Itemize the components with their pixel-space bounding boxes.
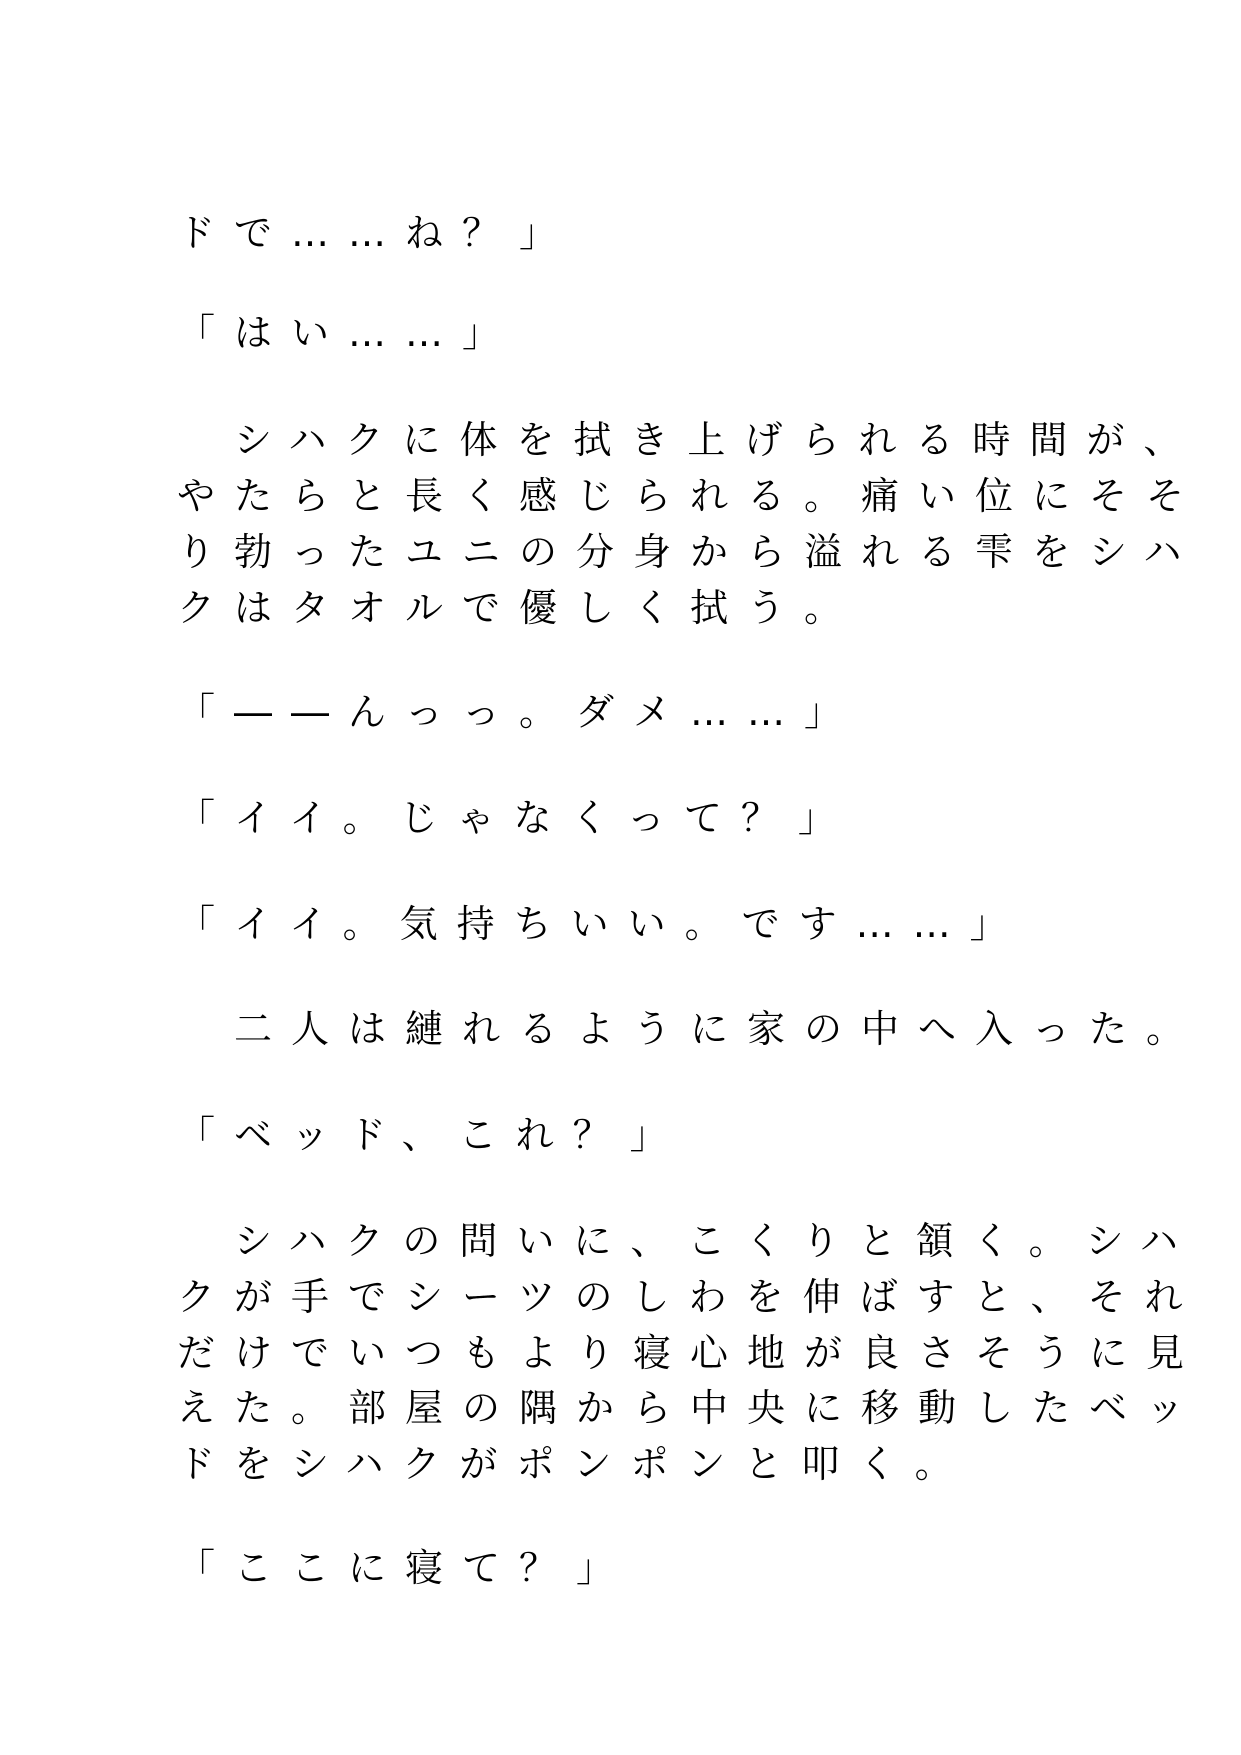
text-line: クはタオルで優しく拭う。 xyxy=(177,586,862,630)
text-line: だけでいつもより寝心地が良さそうに見 xyxy=(177,1331,1204,1375)
text-line: シハクに体を拭き上げられる時間が、 xyxy=(177,418,1201,462)
text-line: 「イイ。じゃなくって？」 xyxy=(177,796,855,840)
text-line: シハクの問いに、こくりと頷く。シハ xyxy=(177,1219,1197,1263)
text-line: えた。部屋の隅から中央に移動したベッ xyxy=(177,1386,1204,1430)
text-line: 「ベッド、これ？」 xyxy=(177,1113,687,1157)
text-line: り勃ったユニの分身から溢れる雫をシハ xyxy=(177,530,1201,574)
text-line: ドをシハクがポンポンと叩く。 xyxy=(177,1442,972,1486)
text-line: やたらと長く感じられる。痛い位にそそ xyxy=(177,474,1204,518)
text-line: 「ここに寝て？」 xyxy=(177,1546,634,1590)
text-line: 二人は縺れるように家の中へ入った。 xyxy=(177,1007,1204,1051)
text-line: 「――んっっ。ダメ……」 xyxy=(177,690,862,734)
text-line: 「はい……」 xyxy=(177,311,520,355)
text-line: クが手でシーツのしわを伸ばすと、それ xyxy=(177,1275,1202,1319)
text-line: 「イイ。気持ちいい。です……」 xyxy=(177,902,1027,946)
text-line: ドで……ね？」 xyxy=(177,211,577,255)
